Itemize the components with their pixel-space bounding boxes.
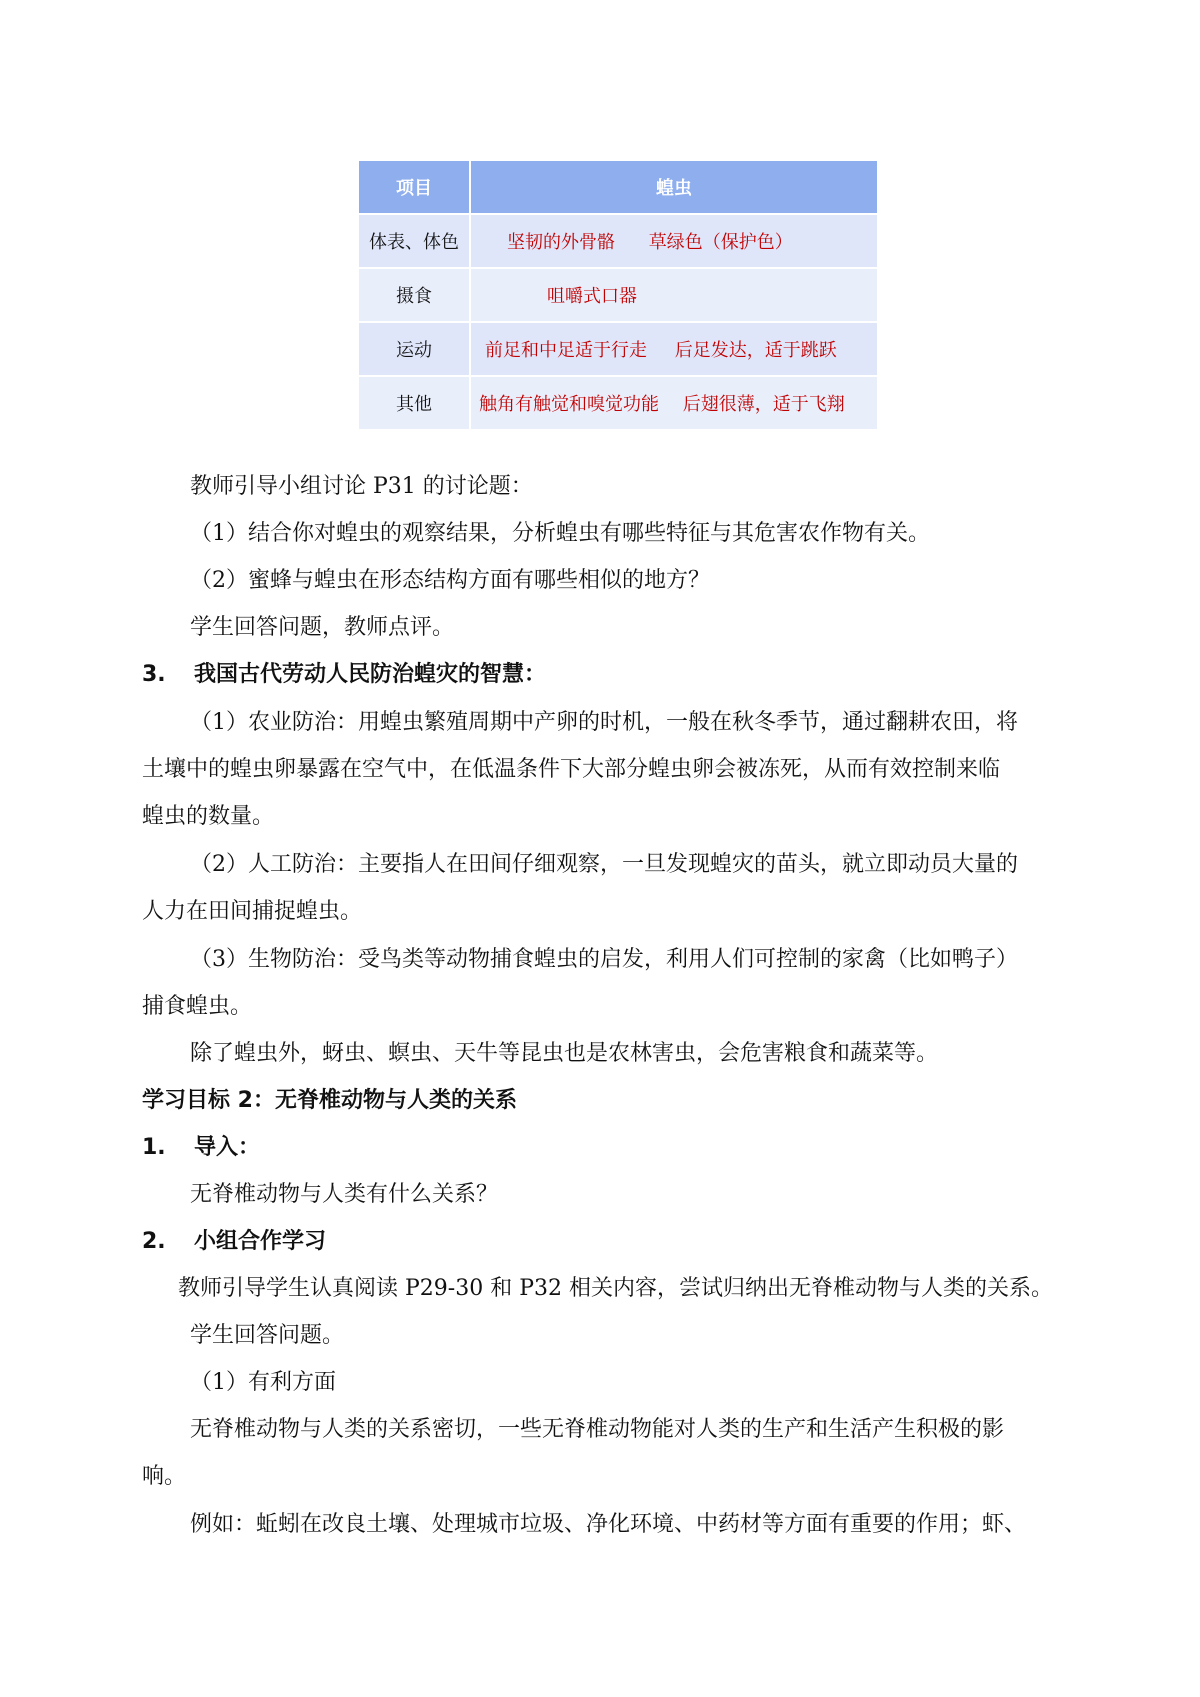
value-a: 咀嚼式口器 — [547, 286, 637, 307]
paragraph-line: （1）结合你对蝗虫的观察结果，分析蝗虫有哪些特征与其危害农作物有关。 — [190, 521, 930, 546]
paragraph-line: （2）人工防治：主要指人在田间仔细观察，一旦发现蝗灾的苗头，就立即动员大量的 — [190, 852, 1018, 877]
table-row — [358, 268, 878, 322]
table-row — [358, 376, 878, 430]
paragraph-line: 土壤中的蝗虫卵暴露在空气中，在低温条件下大部分蝗虫卵会被冻死，从而有效控制来临 — [142, 757, 1001, 782]
heading-number: 2. — [142, 1229, 166, 1254]
row-value — [470, 322, 878, 376]
value-a: 前足和中足适于行走 — [485, 340, 647, 361]
table-row — [358, 322, 878, 376]
section-heading-2 — [142, 1227, 1200, 1257]
paragraph-line: 人力在田间捕捉蝗虫。 — [142, 899, 363, 924]
row-key: 其他 — [358, 376, 470, 430]
paragraph-line: 无脊椎动物与人类有什么关系？ — [190, 1182, 499, 1207]
row-key: 摄食 — [358, 268, 470, 322]
table-header-item: 项目 — [358, 160, 470, 214]
heading-text: 小组合作学习 — [194, 1229, 327, 1254]
heading-text: 我国古代劳动人民防治蝗灾的智慧： — [194, 662, 547, 687]
paragraph-line: 蝗虫的数量。 — [142, 804, 275, 829]
paragraph-line: （1）农业防治：用蝗虫繁殖周期中产卵的时机，一般在秋冬季节，通过翻耕农田，将 — [190, 710, 1018, 735]
table-header-row — [358, 160, 878, 214]
paragraph-line: 学生回答问题。 — [190, 1323, 345, 1348]
section-heading-3 — [142, 660, 1200, 690]
row-key: 运动 — [358, 322, 470, 376]
locust-feature-table — [357, 159, 879, 431]
paragraph-line: 学生回答问题，教师点评。 — [190, 615, 455, 640]
table-row — [358, 214, 878, 268]
value-b: 后翅很薄，适于飞翔 — [682, 394, 845, 415]
row-value — [470, 376, 878, 430]
row-value — [470, 268, 878, 322]
heading-text: 导入： — [194, 1135, 261, 1160]
value-b: 后足发达，适于跳跃 — [674, 340, 837, 361]
learning-goal-heading: 学习目标 2：无脊椎动物与人类的关系 — [142, 1088, 517, 1113]
paragraph-line: 响。 — [142, 1464, 187, 1489]
paragraph-line: 无脊椎动物与人类的关系密切，一些无脊椎动物能对人类的生产和生活产生积极的影 — [190, 1417, 1005, 1442]
paragraph-line: （3）生物防治：受鸟类等动物捕食蝗虫的启发，利用人们可控制的家禽（比如鸭子） — [190, 947, 1018, 972]
paragraph-line: 捕食蝗虫。 — [142, 994, 253, 1019]
paragraph-line: （1）有利方面 — [190, 1370, 336, 1395]
paragraph-line: 教师引导学生认真阅读 P29-30 和 P32 相关内容，尝试归纳出无脊椎动物与人类的关系。 — [178, 1276, 1053, 1301]
row-value — [470, 214, 878, 268]
paragraph-line: 除了蝗虫外，蚜虫、螟虫、天牛等昆虫也是农林害虫，会危害粮食和蔬菜等。 — [190, 1041, 939, 1066]
heading-number: 3. — [142, 662, 166, 687]
value-a: 坚韧的外骨骼 — [507, 232, 615, 253]
paragraph-line: （2）蜜蜂与蝗虫在形态结构方面有哪些相似的地方？ — [190, 568, 710, 593]
row-key: 体表、体色 — [358, 214, 470, 268]
table-header-locust: 蝗虫 — [470, 160, 878, 214]
paragraph-line: 教师引导小组讨论 P31 的讨论题： — [190, 474, 533, 499]
section-heading-1 — [142, 1133, 1200, 1163]
paragraph-line: 例如：蚯蚓在改良土壤、处理城市垃圾、净化环境、中药材等方面有重要的作用；虾、 — [190, 1512, 1027, 1537]
heading-number: 1. — [142, 1135, 166, 1160]
value-b: 草绿色（保护色） — [648, 232, 793, 253]
value-a: 触角有触觉和嗅觉功能 — [479, 394, 659, 415]
